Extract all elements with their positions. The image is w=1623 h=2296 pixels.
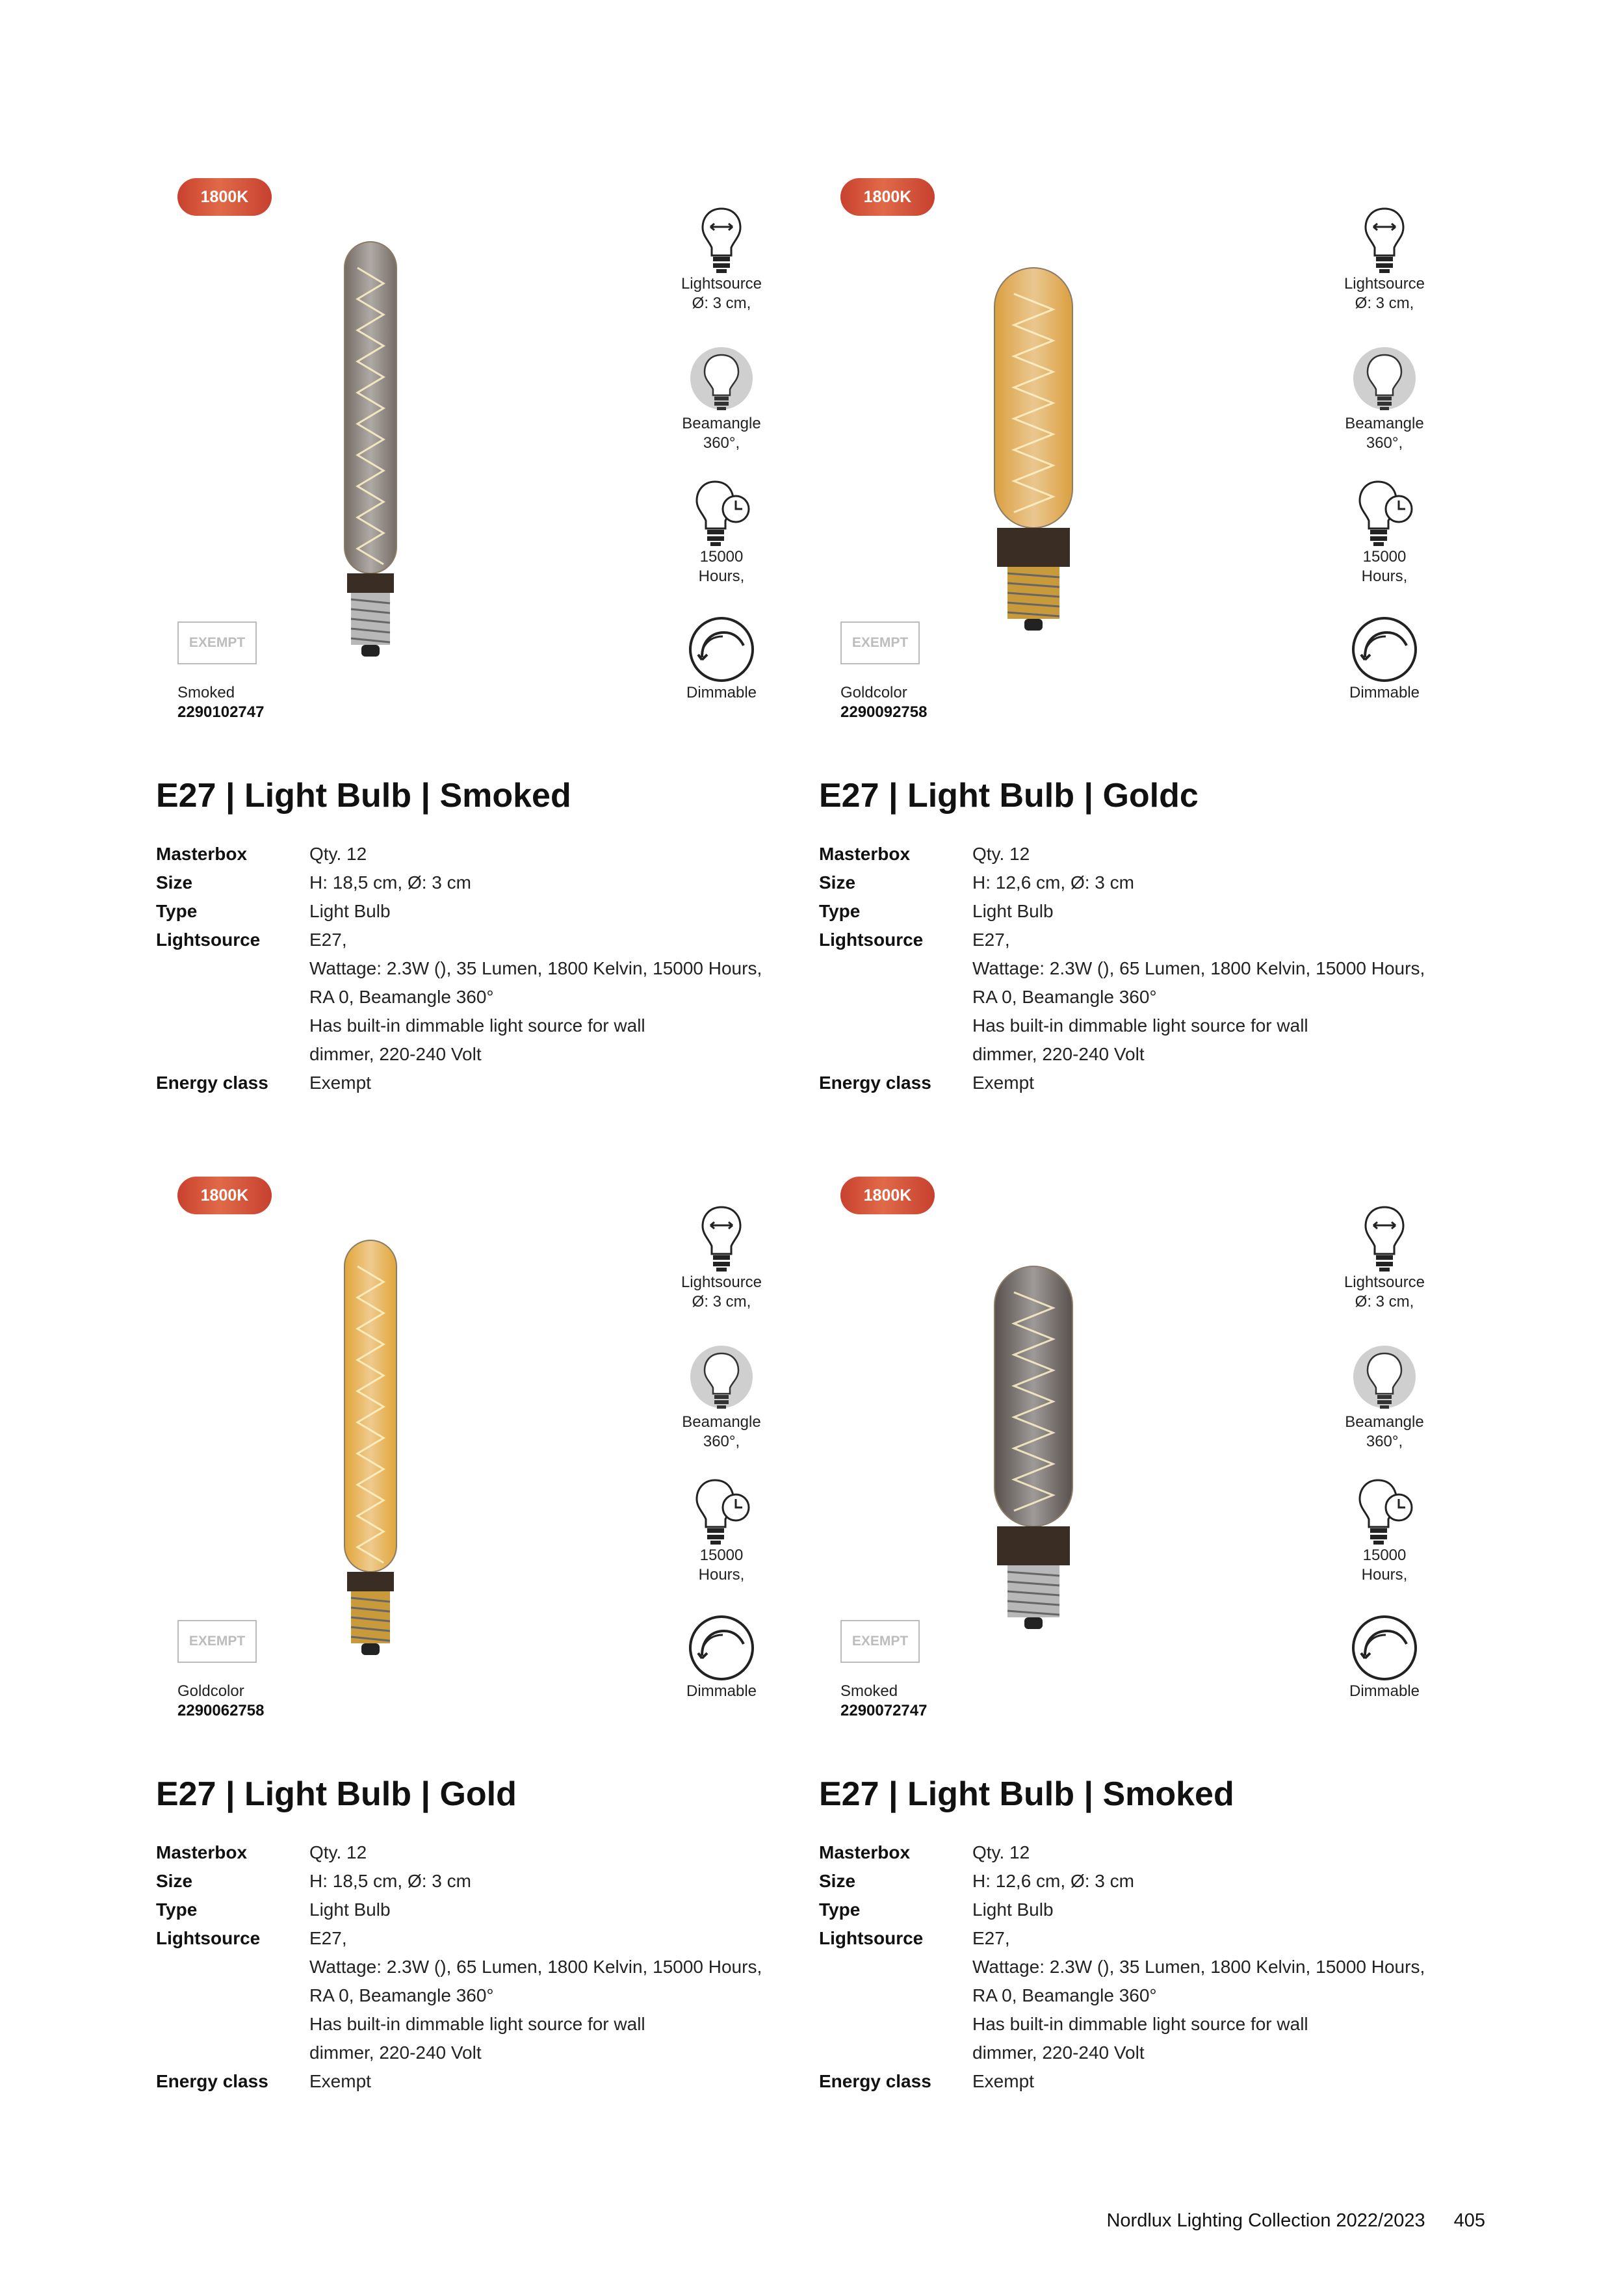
spec-row-masterbox [819, 1838, 1469, 1867]
spec-value-lightsource: E27, [309, 1928, 347, 1948]
product-photo [234, 1227, 507, 1682]
product-title: E27 | Light Bulb | Smoked [819, 1775, 1234, 1813]
spec-value-masterbox: Qty. 12 [309, 1842, 367, 1862]
product-code: 2290102747 [177, 703, 265, 721]
spec-label-size: Size [156, 1871, 193, 1891]
lightsource-value: Ø: 3 cm, [1355, 294, 1414, 312]
lightsource-feature [650, 206, 793, 313]
kelvin-badge: 1800K [177, 178, 272, 216]
spec-row-energy [819, 2067, 1469, 2096]
bulb-diameter-icon [699, 1205, 744, 1273]
spec-row-energy [819, 1069, 1469, 1097]
beamangle-feature [1313, 346, 1456, 453]
spec-row-size [819, 1867, 1469, 1896]
spec-row-lightsource-line [819, 1953, 1469, 1981]
spec-row-lightsource-line [156, 1924, 806, 1953]
lifetime-clock-icon [1352, 1478, 1417, 1546]
spec-value-lightsource: dimmer, 220-240 Volt [972, 2042, 1145, 2063]
spec-value-lightsource: dimmer, 220-240 Volt [309, 1044, 482, 1064]
spec-row-lightsource-line [156, 983, 806, 1011]
product-code: 2290072747 [840, 1702, 928, 1719]
page-number: 405 [1453, 2210, 1485, 2231]
spec-row-masterbox [156, 840, 806, 868]
product-photo [234, 229, 507, 684]
dimmable-feature [650, 616, 793, 703]
spec-row-energy [156, 1069, 806, 1097]
feature-icons [1313, 1205, 1456, 1725]
variant-name: Smoked [177, 684, 235, 701]
lifetime-clock-icon [1352, 479, 1417, 547]
spec-row-lightsource-line [819, 2039, 1469, 2067]
product-title: E27 | Light Bulb | Gold [156, 1775, 517, 1813]
spec-value-lightsource: Has built-in dimmable light source for wall [972, 2014, 1308, 2034]
dimmable-feature [650, 1614, 793, 1701]
spec-value-masterbox: Qty. 12 [972, 1842, 1030, 1862]
hours-label: 15000 [699, 548, 744, 566]
spec-value-energy: Exempt [972, 1073, 1034, 1093]
lightsource-feature [1313, 1205, 1456, 1312]
spec-label-masterbox: Masterbox [156, 844, 248, 864]
spec-value-size: H: 12,6 cm, Ø: 3 cm [972, 872, 1134, 893]
variant-name: Smoked [840, 1682, 898, 1700]
lightsource-value: Ø: 3 cm, [692, 1293, 751, 1311]
spec-row-lightsource-line [819, 1924, 1469, 1953]
beamangle-value: 360°, [1366, 434, 1403, 452]
lightsource-feature [1313, 206, 1456, 313]
dimmable-icon [688, 1614, 755, 1682]
spec-value-masterbox: Qty. 12 [972, 844, 1030, 864]
spec-row-masterbox [156, 1838, 806, 1867]
lightsource-label: Lightsource [1344, 275, 1425, 293]
lightsource-value: Ø: 3 cm, [1355, 1293, 1414, 1311]
spec-label-energy: Energy class [819, 2071, 931, 2091]
spec-label-size: Size [819, 872, 856, 893]
lightsource-feature [650, 1205, 793, 1312]
product-photo [897, 1227, 1170, 1682]
spec-row-lightsource-line [156, 2039, 806, 2067]
hours-feature [1313, 479, 1456, 586]
spec-label-masterbox: Masterbox [819, 1842, 911, 1862]
beamangle-label: Beamangle [682, 415, 761, 432]
feature-icons [650, 1205, 793, 1725]
lightsource-label: Lightsource [1344, 1273, 1425, 1291]
spec-label-type: Type [156, 901, 198, 921]
product-title: E27 | Light Bulb | Smoked [156, 777, 571, 815]
hours-label: 15000 [1362, 1546, 1407, 1564]
kelvin-badge: 1800K [177, 1177, 272, 1214]
hours-value: Hours, [1361, 567, 1408, 585]
bulb-tip [361, 645, 380, 657]
spec-value-lightsource: E27, [972, 1928, 1010, 1948]
lightsource-label: Lightsource [681, 275, 762, 293]
hours-label: 15000 [699, 1546, 744, 1564]
spec-value-type: Light Bulb [972, 1899, 1054, 1920]
lightsource-label: Lightsource [681, 1273, 762, 1291]
beamangle-label: Beamangle [682, 1413, 761, 1431]
dimmable-feature [1313, 616, 1456, 703]
spec-row-lightsource-line [156, 1011, 806, 1040]
spec-value-lightsource: Wattage: 2.3W (), 65 Lumen, 1800 Kelvin, 15000 Hours, [972, 958, 1425, 978]
beamangle-icon [1352, 346, 1417, 414]
spec-row-lightsource-line [819, 983, 1469, 1011]
spec-value-lightsource: E27, [309, 930, 347, 950]
spec-row-lightsource-line [156, 1953, 806, 1981]
footer-collection: Nordlux Lighting Collection 2022/2023 [1106, 2210, 1425, 2231]
lifetime-clock-icon [689, 479, 754, 547]
product-card [156, 1169, 806, 2118]
beamangle-label: Beamangle [1345, 415, 1424, 432]
hours-feature [650, 479, 793, 586]
bulb-diameter-icon [699, 206, 744, 274]
dimmable-label: Dimmable [686, 684, 757, 701]
spec-value-lightsource: Has built-in dimmable light source for wall [309, 1015, 645, 1036]
spec-value-lightsource: Wattage: 2.3W (), 65 Lumen, 1800 Kelvin, 15000 Hours, [309, 1957, 762, 1977]
bulb-tip [1024, 619, 1043, 631]
spec-label-lightsource: Lightsource [819, 930, 924, 950]
spec-row-type [156, 1896, 806, 1924]
hours-feature [1313, 1478, 1456, 1585]
spec-value-lightsource: dimmer, 220-240 Volt [309, 2042, 482, 2063]
spec-row-lightsource-line [819, 1011, 1469, 1040]
spec-value-size: H: 18,5 cm, Ø: 3 cm [309, 1871, 471, 1891]
hours-feature [650, 1478, 793, 1585]
spec-label-type: Type [156, 1899, 198, 1920]
spec-row-lightsource-line [819, 2010, 1469, 2039]
spec-value-type: Light Bulb [309, 901, 391, 921]
page-footer [1106, 2210, 1485, 2232]
beamangle-feature [650, 346, 793, 453]
beamangle-value: 360°, [703, 434, 740, 452]
spec-value-lightsource: Has built-in dimmable light source for wall [972, 1015, 1308, 1036]
spec-label-energy: Energy class [819, 1073, 931, 1093]
hours-value: Hours, [1361, 1566, 1408, 1584]
spec-row-size [819, 868, 1469, 897]
spec-row-lightsource-line [819, 1040, 1469, 1069]
beamangle-value: 360°, [703, 1433, 740, 1450]
spec-row-lightsource-line [156, 2010, 806, 2039]
product-code: 2290092758 [840, 703, 928, 721]
spec-label-type: Type [819, 1899, 861, 1920]
spec-row-type [156, 897, 806, 926]
spec-table [156, 1838, 806, 2096]
spec-label-lightsource: Lightsource [156, 930, 261, 950]
spec-value-energy: Exempt [309, 2071, 371, 2091]
product-card [819, 170, 1469, 1119]
product-card [156, 170, 806, 1119]
spec-value-size: H: 12,6 cm, Ø: 3 cm [972, 1871, 1134, 1891]
bulb-collar [997, 528, 1070, 567]
spec-value-energy: Exempt [972, 2071, 1034, 2091]
feature-icons [650, 206, 793, 726]
spec-label-lightsource: Lightsource [819, 1928, 924, 1948]
product-card [819, 1169, 1469, 2118]
dimmable-label: Dimmable [686, 1682, 757, 1700]
product-code: 2290062758 [177, 1702, 265, 1719]
bulb-collar [347, 573, 394, 593]
spec-row-lightsource-line [156, 1981, 806, 2010]
bulb-diameter-icon [1362, 206, 1407, 274]
feature-icons [1313, 206, 1456, 726]
spec-row-lightsource-line [819, 954, 1469, 983]
spec-label-lightsource: Lightsource [156, 1928, 261, 1948]
spec-table [819, 1838, 1469, 2096]
spec-value-lightsource: RA 0, Beamangle 360° [972, 1985, 1157, 2005]
spec-label-masterbox: Masterbox [819, 844, 911, 864]
spec-value-lightsource: dimmer, 220-240 Volt [972, 1044, 1145, 1064]
variant-name: Goldcolor [840, 684, 907, 701]
lightsource-value: Ø: 3 cm, [692, 294, 751, 312]
spec-row-type [819, 1896, 1469, 1924]
bulb-tip [1024, 1617, 1043, 1629]
spec-table [156, 840, 806, 1097]
spec-value-lightsource: Has built-in dimmable light source for wall [309, 2014, 645, 2034]
spec-value-lightsource: RA 0, Beamangle 360° [309, 1985, 494, 2005]
spec-value-size: H: 18,5 cm, Ø: 3 cm [309, 872, 471, 893]
dimmable-feature [1313, 1614, 1456, 1701]
spec-row-lightsource-line [819, 926, 1469, 954]
lifetime-clock-icon [689, 1478, 754, 1546]
energy-exempt-label: EXEMPT [177, 1620, 257, 1663]
variant-name: Goldcolor [177, 1682, 244, 1700]
hours-label: 15000 [1362, 548, 1407, 566]
kelvin-badge: 1800K [840, 178, 935, 216]
spec-row-energy [156, 2067, 806, 2096]
spec-label-size: Size [819, 1871, 856, 1891]
spec-value-type: Light Bulb [309, 1899, 391, 1920]
beamangle-feature [1313, 1344, 1456, 1452]
spec-label-masterbox: Masterbox [156, 1842, 248, 1862]
energy-exempt-label: EXEMPT [177, 621, 257, 664]
spec-label-energy: Energy class [156, 1073, 268, 1093]
beamangle-icon [689, 346, 754, 414]
dimmable-icon [1351, 616, 1418, 683]
hours-value: Hours, [698, 567, 745, 585]
bulb-tip [361, 1643, 380, 1655]
beamangle-feature [650, 1344, 793, 1452]
spec-row-size [156, 1867, 806, 1896]
spec-row-lightsource-line [156, 954, 806, 983]
dimmable-icon [688, 616, 755, 683]
spec-table [819, 840, 1469, 1097]
spec-value-masterbox: Qty. 12 [309, 844, 367, 864]
beamangle-value: 360°, [1366, 1433, 1403, 1450]
spec-row-size [156, 868, 806, 897]
beamangle-icon [689, 1344, 754, 1413]
bulb-collar [997, 1526, 1070, 1565]
spec-value-lightsource: Wattage: 2.3W (), 35 Lumen, 1800 Kelvin, 15000 Hours, [972, 1957, 1425, 1977]
dimmable-label: Dimmable [1349, 1682, 1420, 1700]
bulb-collar [347, 1572, 394, 1591]
hours-value: Hours, [698, 1566, 745, 1584]
spec-row-lightsource-line [156, 926, 806, 954]
spec-row-lightsource-line [819, 1981, 1469, 2010]
product-title: E27 | Light Bulb | Goldc [819, 777, 1199, 815]
spec-value-lightsource: Wattage: 2.3W (), 35 Lumen, 1800 Kelvin, 15000 Hours, [309, 958, 762, 978]
spec-row-masterbox [819, 840, 1469, 868]
beamangle-icon [1352, 1344, 1417, 1413]
spec-value-lightsource: RA 0, Beamangle 360° [972, 987, 1157, 1007]
energy-exempt-label: EXEMPT [840, 1620, 920, 1663]
dimmable-icon [1351, 1614, 1418, 1682]
spec-label-energy: Energy class [156, 2071, 268, 2091]
spec-value-lightsource: E27, [972, 930, 1010, 950]
spec-value-type: Light Bulb [972, 901, 1054, 921]
spec-row-lightsource-line [156, 1040, 806, 1069]
spec-value-energy: Exempt [309, 1073, 371, 1093]
spec-label-size: Size [156, 872, 193, 893]
beamangle-label: Beamangle [1345, 1413, 1424, 1431]
bulb-diameter-icon [1362, 1205, 1407, 1273]
product-photo [897, 229, 1170, 684]
energy-exempt-label: EXEMPT [840, 621, 920, 664]
dimmable-label: Dimmable [1349, 684, 1420, 701]
spec-label-type: Type [819, 901, 861, 921]
spec-row-type [819, 897, 1469, 926]
kelvin-badge: 1800K [840, 1177, 935, 1214]
spec-value-lightsource: RA 0, Beamangle 360° [309, 987, 494, 1007]
